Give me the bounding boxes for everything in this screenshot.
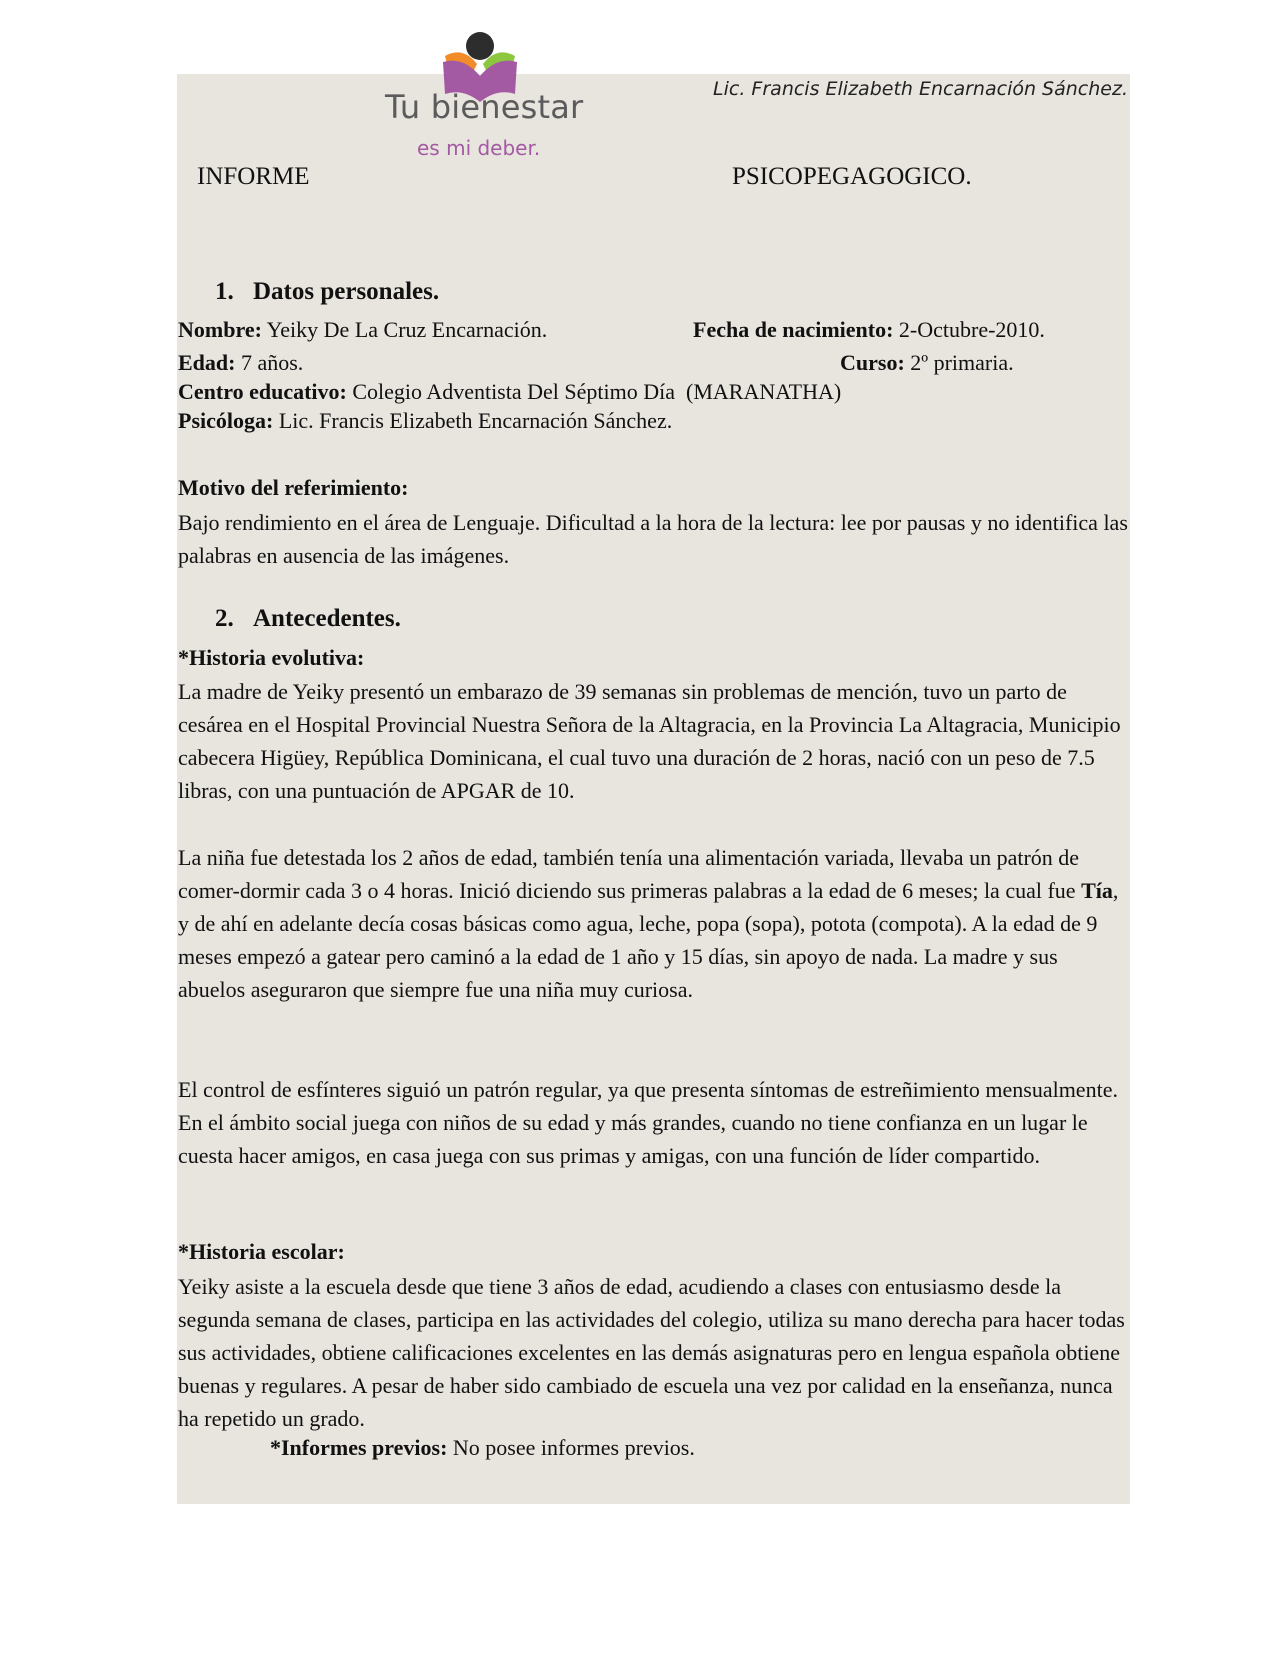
historia-escolar-label: *Historia escolar: xyxy=(178,1239,345,1264)
evolutiva-paragraph-1: La madre de Yeiky presentó un embarazo de 39 semanas sin problemas de mención, tuvo un parto de cesárea en el Hospital Provincial Nuestra Señora de la Altagracia, en la Provincia La Altagracia, Municipio cabecera Higüey, República Dominicana, el cual tuvo una duración de 2 horas, nació con un peso de 7.5 libras, con una puntuación de APGAR de 10. xyxy=(178,679,1121,803)
fecha-label: Fecha de nacimiento: xyxy=(693,317,894,342)
motivo-paragraph: Bajo rendimiento en el área de Lenguaje. Dificultad a la hora de la lectura: lee por pausas y no identifica las palabras en ausencia de las imágenes. xyxy=(178,510,1128,568)
centro-label: Centro educativo: xyxy=(178,379,347,404)
evolutiva-p2-bold-word: Tía xyxy=(1081,878,1113,903)
escolar-paragraph: Yeiky asiste a la escuela desde que tiene 3 años de edad, acudiendo a clases con entusiasmo desde la segunda semana de clases, participa en las actividades del colegio, utiliza su mano derecha para hacer todas sus actividades, obtiene calificaciones excelentes en las demás asignaturas pero en lengua española obtiene buenas y regulares. A pesar de haber sido cambiado de escuela una vez por calidad en la enseñanza, nunca ha repetido un grado. xyxy=(178,1274,1125,1431)
historia-evolutiva-label-row xyxy=(178,645,364,671)
nombre-value: Yeiky De La Cruz Encarnación. xyxy=(266,317,548,342)
evolutiva-p2-part-b: , y de ahí en adelante decía cosas básicas como agua, leche, popa (sopa), potota (compota). A la edad de 9 meses empezó a gatear pero caminó a la edad de 1 año y 15 días, sin apoyo de nada. La madre y sus abuelos aseguraron que siempre fue una niña muy curiosa. xyxy=(178,878,1119,1002)
author-header: Lic. Francis Elizabeth Encarnación Sánchez. xyxy=(713,78,1128,100)
logo-tagline-sub: es mi deber. xyxy=(417,136,541,160)
motivo-label: Motivo del referimiento: xyxy=(178,475,409,500)
edad-label: Edad: xyxy=(178,350,236,375)
fecha-value: 2-Octubre-2010. xyxy=(898,317,1045,342)
logo-tagline-main: Tu bienestar xyxy=(385,88,584,126)
curso-value: 2º primaria. xyxy=(910,350,1014,375)
title-psicopedagogico: PSICOPEGAGOGICO. xyxy=(732,163,972,190)
section-number: 1. xyxy=(215,278,234,305)
section-title: Datos personales. xyxy=(253,278,440,305)
section-number: 2. xyxy=(215,605,234,632)
motivo-label-row xyxy=(178,475,409,501)
informes-previos-row xyxy=(270,1435,695,1461)
informes-previos-label: *Informes previos: xyxy=(270,1435,448,1460)
curso-row xyxy=(840,350,1014,376)
edad-row xyxy=(178,350,303,376)
nombre-label: Nombre: xyxy=(178,317,262,342)
evolutiva-paragraph-3: El control de esfínteres siguió un patrón regular, ya que presenta síntomas de estreñimiento mensualmente. En el ámbito social juega con niños de su edad y más grandes, cuando no tiene confianza en un lugar le cuesta hacer amigos, en casa juega con sus primas y amigas, con una función de líder compartido. xyxy=(178,1077,1118,1168)
psicologa-label: Psicóloga: xyxy=(178,408,274,433)
centro-value: Colegio Adventista Del Séptimo Día (MARANATHA) xyxy=(352,379,842,404)
historia-evolutiva-label: *Historia evolutiva: xyxy=(178,645,365,670)
informes-previos-value: No posee informes previos. xyxy=(452,1435,695,1460)
centro-row xyxy=(178,379,841,405)
evolutiva-paragraph-2 xyxy=(178,841,1128,1006)
nombre-row xyxy=(178,317,547,343)
evolutiva-p2-part-a: La niña fue detestada los 2 años de edad, también tenía una alimentación variada, llevaba un patrón de comer-dormir cada 3 o 4 horas. Inició diciendo sus primeras palabras a la edad de 6 meses; la cual fue xyxy=(178,845,1082,903)
psicologa-value: Lic. Francis Elizabeth Encarnación Sánchez. xyxy=(278,408,673,433)
section-title: Antecedentes. xyxy=(253,605,401,632)
title-informe: INFORME xyxy=(197,163,310,190)
edad-value: 7 años. xyxy=(240,350,304,375)
fecha-row xyxy=(693,317,1045,343)
historia-escolar-label-row xyxy=(178,1239,345,1265)
section-1-heading xyxy=(215,278,439,306)
section-2-heading xyxy=(215,605,401,633)
curso-label: Curso: xyxy=(840,350,905,375)
psicologa-row xyxy=(178,408,672,434)
